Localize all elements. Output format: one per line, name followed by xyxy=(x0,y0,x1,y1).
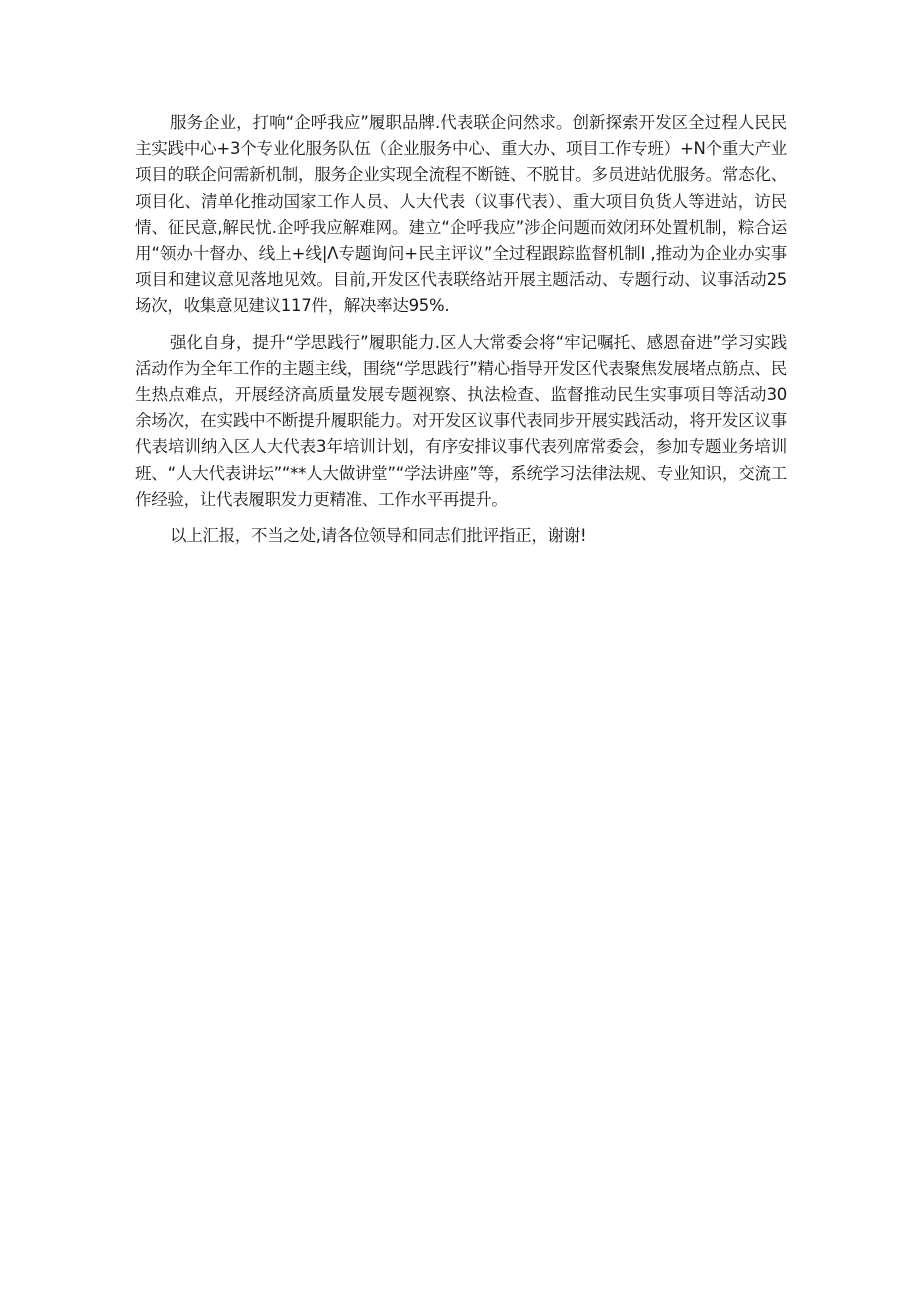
paragraph-service-enterprise: 服务企业，打响“企呼我应”履职品牌.代表联企问然求。创新探索开发区全过程人民民主实践中心+3个专业化服务队伍（企业服务中心、重大办、项目工作专班）+N个重大产业项目的联企问需新机制，服务企业实现全流程不断链、不脱甘。多员进站优服务。常态化、项目化、清单化推动国家工作人员、人大代表（议事代表）、重大项目负货人等进站，访民情、征民意,解民忧.企呼我应解难网。建立“企呼我应”涉企问题而效闭环处置机制，粽合运用“领办十督办、线上+线|Λ专题询问+民主评议”全过程跟踪监督机制I ,推动为企业办实事项目和建议意见落地见效。目前,开发区代表联络站开展主题活动、专题行动、议事活动25场次，收集意见建议117件，解决率达95%. xyxy=(135,113,787,316)
document-body xyxy=(135,110,787,559)
paragraph-closing: 以上汇报，不当之处,请各位领导和同志们批评指正，谢谢! xyxy=(170,526,587,546)
paragraph-strengthen-self: 强化自身，提升“学思践行”履职能力.区人大常委会将“牢记嘱托、感恩奋进”学习实践活动作为全年工作的主题主线，围绕“学思践行”精心指导开发区代表聚焦发展堵点筋点、民生热点难点，开展经济高质量发展专题视察、执法检查、监督推动民生实事项目等活动30余场次，在实践中不断提升履职能力。对开发区议事代表同步开展实践活动，将开发区议事代表培训纳入区人大代表3年培训计划，有序安排议事代表列席常委会，参加专题业务培训班、“人大代表讲坛”“**人大做讲堂”“学法讲座”等，系统学习法律法规、专业知识，交流工作经验，让代表履职发力更精准、工作水平再提升。 xyxy=(135,332,787,509)
